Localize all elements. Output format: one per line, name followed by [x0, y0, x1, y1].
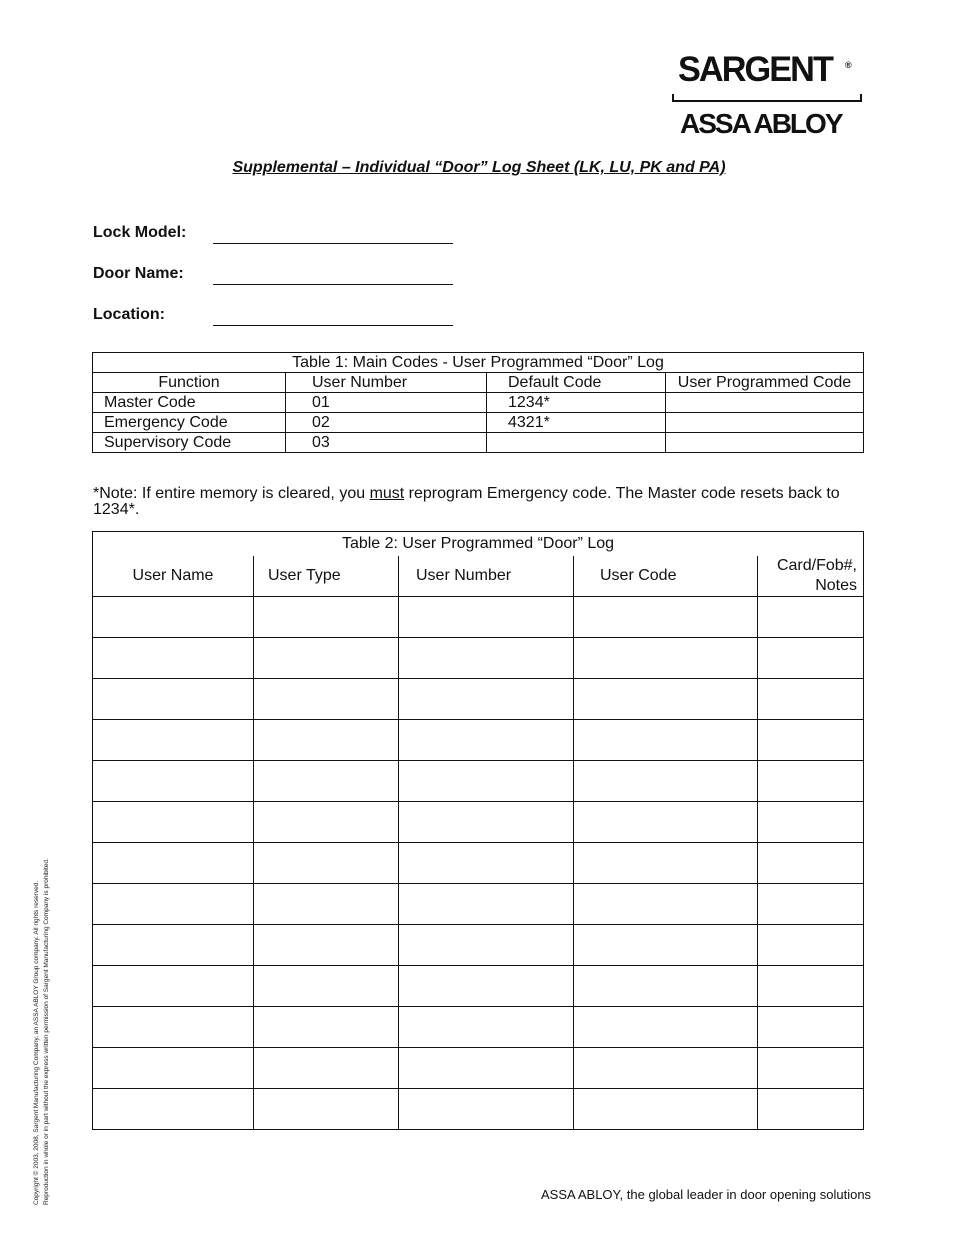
user-type-cell[interactable] — [254, 884, 399, 925]
table-row — [93, 802, 864, 843]
card-fob-notes-cell[interactable] — [758, 843, 864, 884]
user-name-cell[interactable] — [93, 1089, 254, 1130]
user-name-cell[interactable] — [93, 679, 254, 720]
copyright-notice — [32, 858, 52, 1205]
user-type-cell[interactable] — [254, 597, 399, 638]
document-title: Supplemental – Individual “Door” Log Sheet (LK, LU, PK and PA) — [232, 159, 726, 176]
table-row — [93, 638, 864, 679]
table-row — [93, 843, 864, 884]
door-name-label: Door Name: — [93, 265, 184, 282]
user-name-cell[interactable] — [93, 925, 254, 966]
user-type-cell[interactable] — [254, 720, 399, 761]
user-number-cell: 03 — [286, 433, 487, 453]
card-fob-notes-cell[interactable] — [758, 1048, 864, 1089]
table-row — [93, 1089, 864, 1130]
user-name-cell[interactable] — [93, 761, 254, 802]
function-cell: Master Code — [93, 393, 286, 413]
card-fob-notes-cell[interactable] — [758, 1007, 864, 1048]
header-card-fob-notes: Card/Fob#, Notes — [758, 556, 864, 597]
user-code-cell[interactable] — [574, 843, 758, 884]
function-cell: Supervisory Code — [93, 433, 286, 453]
table-row — [93, 925, 864, 966]
header-user-number: User Number — [399, 556, 574, 597]
card-fob-notes-cell[interactable] — [758, 720, 864, 761]
user-type-cell[interactable] — [254, 966, 399, 1007]
user-number-cell[interactable] — [399, 1007, 574, 1048]
table-row — [93, 1007, 864, 1048]
card-fob-notes-cell[interactable] — [758, 1089, 864, 1130]
card-fob-notes-cell[interactable] — [758, 884, 864, 925]
user-number-cell[interactable] — [399, 925, 574, 966]
user-number-cell[interactable] — [399, 802, 574, 843]
table-row — [93, 679, 864, 720]
user-code-cell[interactable] — [574, 966, 758, 1007]
default-code-cell — [487, 433, 666, 453]
main-codes-header-row — [93, 373, 864, 393]
user-number-cell[interactable] — [399, 884, 574, 925]
table-row — [93, 720, 864, 761]
user-number-cell: 02 — [286, 413, 487, 433]
user-number-cell[interactable] — [399, 720, 574, 761]
card-fob-notes-cell[interactable] — [758, 925, 864, 966]
user-name-cell[interactable] — [93, 638, 254, 679]
user-number-cell[interactable] — [399, 638, 574, 679]
user-log-table — [92, 531, 864, 1130]
user-type-cell[interactable] — [254, 679, 399, 720]
location-field — [93, 306, 493, 330]
note-emphasis: must — [369, 485, 405, 502]
user-type-cell[interactable] — [254, 1048, 399, 1089]
card-fob-notes-cell[interactable] — [758, 597, 864, 638]
user-code-cell[interactable] — [574, 761, 758, 802]
header-default-code: Default Code — [487, 373, 666, 393]
user-type-cell[interactable] — [254, 638, 399, 679]
card-fob-notes-cell[interactable] — [758, 679, 864, 720]
header-user-code: User Code — [574, 556, 758, 597]
footer-tagline: ASSA ABLOY, the global leader in door opening solutions — [541, 1187, 872, 1202]
user-code-cell[interactable] — [574, 679, 758, 720]
user-number-cell[interactable] — [399, 679, 574, 720]
user-name-cell[interactable] — [93, 966, 254, 1007]
card-fob-notes-cell[interactable] — [758, 802, 864, 843]
parent-brand-name: ASSA ABLOY — [680, 108, 842, 139]
card-fob-notes-cell[interactable] — [758, 761, 864, 802]
user-code-cell[interactable] — [574, 638, 758, 679]
user-code-cell[interactable] — [574, 1007, 758, 1048]
header-user-name: User Name — [93, 556, 254, 597]
user-name-cell[interactable] — [93, 802, 254, 843]
user-type-cell[interactable] — [254, 925, 399, 966]
user-number-cell[interactable] — [399, 597, 574, 638]
user-name-cell[interactable] — [93, 843, 254, 884]
user-programmed-code-cell[interactable] — [666, 433, 864, 453]
user-number-cell[interactable] — [399, 1089, 574, 1130]
note-text-before: *Note: If entire memory is cleared, you — [93, 485, 370, 502]
user-code-cell[interactable] — [574, 597, 758, 638]
door-name-field — [93, 265, 493, 289]
user-log-header-row — [93, 556, 864, 597]
user-number-cell[interactable] — [399, 761, 574, 802]
main-codes-table — [92, 352, 864, 453]
table-row — [93, 433, 864, 453]
header-user-type: User Type — [254, 556, 399, 597]
table-row — [93, 1048, 864, 1089]
user-number-cell[interactable] — [399, 1048, 574, 1089]
header-user-programmed-code: User Programmed Code — [666, 373, 864, 393]
table-row — [93, 413, 864, 433]
default-code-cell: 4321* — [487, 413, 666, 433]
copyright-line-1: Copyright © 2003, 2008, Sargent Manufacturing Company, an ASSA ABLOY Group company. All rights reserved. — [33, 880, 40, 1205]
user-name-cell[interactable] — [93, 720, 254, 761]
lock-model-label: Lock Model: — [93, 224, 187, 241]
location-label: Location: — [93, 306, 165, 323]
user-name-cell[interactable] — [93, 597, 254, 638]
location-input-line[interactable] — [213, 325, 453, 326]
sargent-assa-abloy-logo — [670, 50, 860, 140]
user-number-cell: 01 — [286, 393, 487, 413]
lock-model-field — [93, 224, 493, 248]
user-programmed-code-cell[interactable] — [666, 413, 864, 433]
user-code-cell[interactable] — [574, 1089, 758, 1130]
table-row — [93, 761, 864, 802]
user-programmed-code-cell[interactable] — [666, 393, 864, 413]
user-name-cell[interactable] — [93, 1048, 254, 1089]
header-user-number: User Number — [286, 373, 487, 393]
memory-note — [93, 486, 873, 518]
card-fob-notes-cell[interactable] — [758, 966, 864, 1007]
default-code-cell: 1234* — [487, 393, 666, 413]
user-code-cell[interactable] — [574, 884, 758, 925]
header-function: Function — [93, 373, 286, 393]
lock-model-input-line[interactable] — [213, 243, 453, 244]
main-codes-table-caption: Table 1: Main Codes - User Programmed “Door” Log — [93, 353, 864, 373]
user-code-cell[interactable] — [574, 925, 758, 966]
table-row — [93, 393, 864, 413]
user-number-cell[interactable] — [399, 843, 574, 884]
function-cell: Emergency Code — [93, 413, 286, 433]
brand-name: SARGENT — [678, 50, 832, 89]
user-number-cell[interactable] — [399, 966, 574, 1007]
user-code-cell[interactable] — [574, 802, 758, 843]
logo-bracket — [672, 94, 862, 102]
registered-mark: ® — [845, 60, 852, 70]
door-name-input-line[interactable] — [213, 284, 453, 285]
card-fob-notes-cell[interactable] — [758, 638, 864, 679]
user-code-cell[interactable] — [574, 1048, 758, 1089]
copyright-line-2: Reproduction in whole or in part without the express written permission of Sargent Manufacturing Company is prohibited. — [43, 858, 50, 1205]
note-text-after: reprogram Emergency code. The Master code resets back to 1234*. — [93, 485, 840, 518]
user-name-cell[interactable] — [93, 884, 254, 925]
table-row — [93, 597, 864, 638]
table-row — [93, 884, 864, 925]
user-type-cell[interactable] — [254, 761, 399, 802]
user-type-cell[interactable] — [254, 1007, 399, 1048]
user-log-table-caption: Table 2: User Programmed “Door” Log — [93, 532, 864, 557]
user-type-cell[interactable] — [254, 843, 399, 884]
user-name-cell[interactable] — [93, 1007, 254, 1048]
user-type-cell[interactable] — [254, 1089, 399, 1130]
user-code-cell[interactable] — [574, 720, 758, 761]
user-type-cell[interactable] — [254, 802, 399, 843]
table-row — [93, 966, 864, 1007]
